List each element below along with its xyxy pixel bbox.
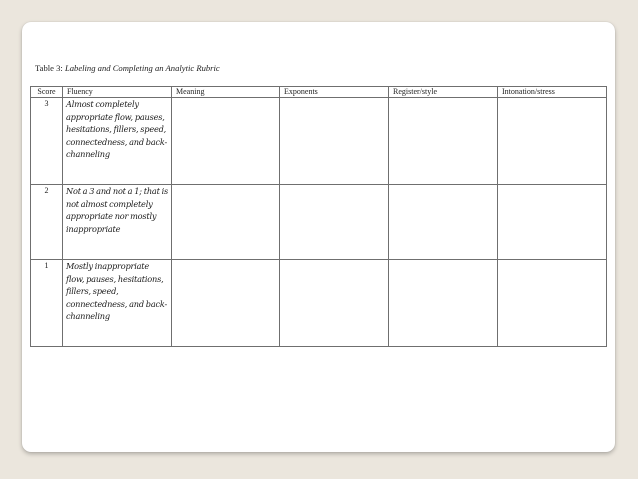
score-cell: 1 <box>31 260 63 347</box>
table-row <box>31 260 607 347</box>
analytic-rubric-table <box>30 86 607 347</box>
intonation-stress-cell <box>498 98 607 185</box>
intonation-stress-cell <box>498 260 607 347</box>
exponents-cell <box>280 260 389 347</box>
header-fluency: Fluency <box>63 87 172 98</box>
slide-card <box>22 22 615 452</box>
fluency-cell: Almost completely appropriate flow, pauses, hesitations, fillers, speed, connectedness, and back-channeling <box>63 98 172 185</box>
header-register-style: Register/style <box>389 87 498 98</box>
meaning-cell <box>172 260 280 347</box>
table-header-row <box>31 87 607 98</box>
fluency-cell: Mostly inappropriate flow, pauses, hesitations, fillers, speed, connectedness, and back-channeling <box>63 260 172 347</box>
caption-title: Labeling and Completing an Analytic Rubric <box>64 63 220 73</box>
score-cell: 2 <box>31 185 63 260</box>
fluency-cell: Not a 3 and not a 1; that is not almost completely appropriate nor mostly inappropriate <box>63 185 172 260</box>
register-style-cell <box>389 260 498 347</box>
intonation-stress-cell <box>498 185 607 260</box>
meaning-cell <box>172 98 280 185</box>
header-exponents: Exponents <box>280 87 389 98</box>
score-cell: 3 <box>31 98 63 185</box>
table-caption <box>35 63 220 73</box>
register-style-cell <box>389 185 498 260</box>
table-row <box>31 98 607 185</box>
table-row <box>31 185 607 260</box>
header-intonation-stress: Intonation/stress <box>498 87 607 98</box>
register-style-cell <box>389 98 498 185</box>
header-score: Score <box>31 87 63 98</box>
meaning-cell <box>172 185 280 260</box>
caption-label: Table 3: <box>35 63 63 73</box>
exponents-cell <box>280 98 389 185</box>
header-meaning: Meaning <box>172 87 280 98</box>
exponents-cell <box>280 185 389 260</box>
